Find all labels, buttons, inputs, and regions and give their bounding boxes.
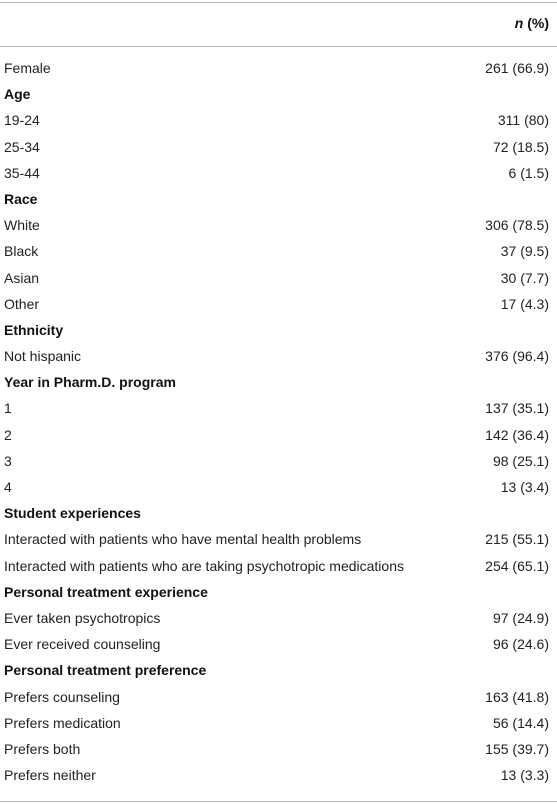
section-heading-row <box>0 499 557 525</box>
row-label: Prefers neither <box>4 767 96 784</box>
row-value: 37 (9.5) <box>500 243 549 260</box>
row-value: 30 (7.7) <box>500 269 549 286</box>
row-value: 306 (78.5) <box>485 217 549 234</box>
row-label: 1 <box>4 400 12 417</box>
row-value: 261 (66.9) <box>485 60 549 76</box>
row-value: 98 (25.1) <box>492 452 549 469</box>
row-label: 3 <box>4 452 12 469</box>
section-heading: Ethnicity <box>4 321 64 338</box>
table-row <box>0 421 557 447</box>
row-value: 97 (24.9) <box>492 609 549 626</box>
section-heading: Race <box>4 190 38 207</box>
column-header-percent: (%) <box>523 15 549 31</box>
row-label: White <box>4 217 40 234</box>
section-heading: Student experiences <box>4 505 141 522</box>
table-row <box>0 709 557 735</box>
table-row <box>0 447 557 473</box>
section-heading-row <box>0 578 557 604</box>
column-header-n: n <box>514 15 524 31</box>
row-label: Prefers counseling <box>4 688 120 705</box>
table-row <box>0 237 557 263</box>
table-row <box>0 630 557 656</box>
row-value: 311 (80) <box>497 112 549 129</box>
header-divider <box>0 46 557 47</box>
table-row <box>0 473 557 499</box>
table-row <box>0 683 557 709</box>
row-label: Ever taken psychotropics <box>4 609 161 626</box>
table-row <box>0 54 557 80</box>
row-label: Female <box>4 60 51 76</box>
row-value: 254 (65.1) <box>485 557 549 574</box>
table-row <box>0 106 557 132</box>
section-heading: Year in Pharm.D. program <box>4 374 176 391</box>
section-heading-row <box>0 368 557 394</box>
section-heading: Personal treatment experience <box>4 583 208 600</box>
section-heading-row <box>0 316 557 342</box>
row-value: 56 (14.4) <box>492 714 549 731</box>
row-value: 376 (96.4) <box>485 348 549 365</box>
table-row <box>0 604 557 630</box>
table-bottom-rule <box>0 801 557 802</box>
table-row <box>0 342 557 368</box>
row-label: Other <box>4 295 40 312</box>
table-row <box>0 133 557 159</box>
table-row <box>0 761 557 787</box>
section-heading: Age <box>4 86 31 103</box>
row-label: 25-34 <box>4 138 40 155</box>
row-label: 19-24 <box>4 112 40 129</box>
table-body <box>0 54 557 787</box>
row-value: 137 (35.1) <box>485 400 549 417</box>
table-row <box>0 552 557 578</box>
section-heading-row <box>0 185 557 211</box>
row-label: 2 <box>4 426 12 443</box>
row-label: Not hispanic <box>4 348 82 365</box>
row-value: 13 (3.3) <box>500 767 549 784</box>
row-value: 155 (39.7) <box>485 740 549 757</box>
row-label: 35-44 <box>4 164 40 181</box>
section-heading-row <box>0 656 557 682</box>
row-value: 215 (55.1) <box>485 531 549 548</box>
section-heading: Personal treatment preference <box>4 662 207 679</box>
row-label: Prefers medication <box>4 714 121 731</box>
row-value: 72 (18.5) <box>492 138 549 155</box>
row-value: 6 (1.5) <box>508 164 549 181</box>
row-value: 13 (3.4) <box>500 479 549 495</box>
row-label: Interacted with patients who have mental health problems <box>4 531 362 548</box>
row-value: 163 (41.8) <box>485 688 549 705</box>
row-label: 4 <box>4 479 12 495</box>
table-row <box>0 394 557 420</box>
table-row <box>0 525 557 551</box>
table-row <box>0 735 557 761</box>
table-row <box>0 264 557 290</box>
row-label: Black <box>4 243 39 260</box>
row-value: 142 (36.4) <box>485 426 549 443</box>
column-header-n-percent <box>515 15 549 31</box>
row-value: 96 (24.6) <box>492 636 549 653</box>
table-header <box>0 3 557 46</box>
row-label: Asian <box>4 269 40 286</box>
table-row <box>0 211 557 237</box>
row-label: Interacted with patients who are taking psychotropic medications <box>4 557 404 574</box>
row-value: 17 (4.3) <box>500 295 549 312</box>
table-row <box>0 290 557 316</box>
row-label: Prefers both <box>4 740 81 757</box>
section-heading-row <box>0 80 557 106</box>
row-label: Ever received counseling <box>4 636 161 653</box>
table-row <box>0 159 557 185</box>
